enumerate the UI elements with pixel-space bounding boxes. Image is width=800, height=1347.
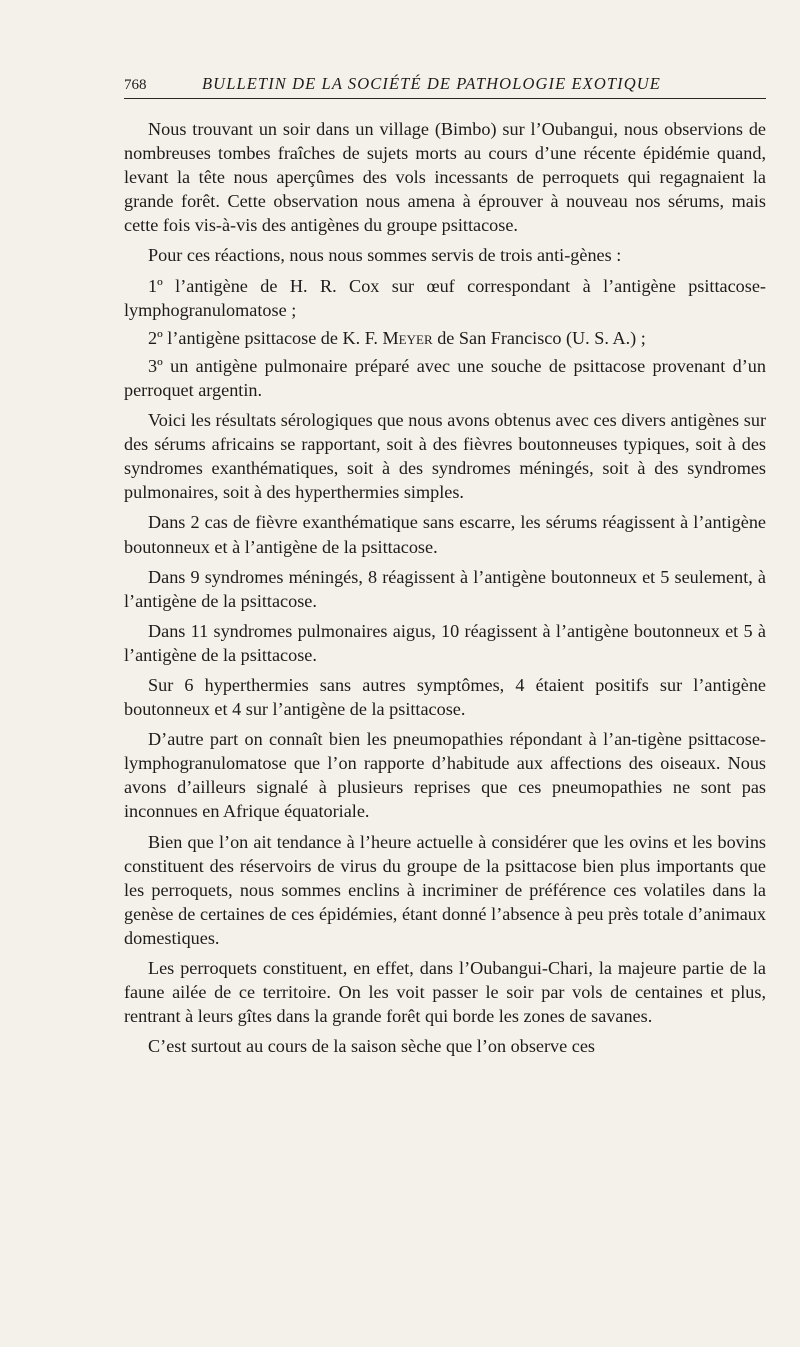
paragraph-meningeal-syndromes: Dans 9 syndromes méningés, 8 réagissent à l’antigène boutonneux et 5 seulement, à l’antigène de la psittacose. <box>124 566 766 611</box>
running-title: BULLETIN DE LA SOCIÉTÉ DE PATHOLOGIE EXOTIQUE <box>202 74 661 93</box>
list-item-pulmonary-antigen: 3º un antigène pulmonaire préparé avec une souche de psittacose provenant d’un perroquet argentin. <box>124 355 766 400</box>
paragraph-serological-results: Voici les résultats sérologiques que nous avons obtenus avec ces divers antigènes sur des sérums africains se rapportant, soit à des fièvres boutonneuses typiques, soit à des syndromes exanthématiques, soit à des syndromes méningés, soit à des syndromes pulmonaires, soit à des hyperthermies simples. <box>124 410 766 503</box>
page-header <box>124 74 766 99</box>
meyer-antigen-text-after: de San Francisco (U. S. A.) ; <box>432 327 646 348</box>
meyer-antigen-text-before: 2º l’antigène psittacose de K. F. <box>148 327 383 348</box>
page-number: 768 <box>124 77 147 93</box>
paragraph-pulmonary-syndromes: Dans 11 syndromes pulmonaires aigus, 10 réagissent à l’antigène boutonneux et 5 à l’antigène de la psittacose. <box>124 620 766 665</box>
list-item-meyer-antigen <box>124 326 766 350</box>
paragraph-parrots-fauna: Les perroquets constituent, en effet, dans l’Oubangui-Chari, la majeure partie de la faune ailée de ce territoire. On les voit passer le soir par vols de centaines et plus, rentrant à leurs gîtes dans la grande forêt qui borde les zones de savanes. <box>124 958 766 1027</box>
paragraph-antigens-intro: Pour ces réactions, nous nous sommes servis de trois anti-gènes : <box>148 245 622 266</box>
paragraph-exanthematic-cases: Dans 2 cas de fièvre exanthématique sans escarre, les sérums réagissent à l’antigène boutonneux et à l’antigène de la psittacose. <box>124 512 766 557</box>
list-item-cox-antigen: 1º l’antigène de H. R. Cox sur œuf correspondant à l’antigène psittacose-lymphogranulomatose ; <box>124 275 766 320</box>
author-name-meyer: Meyer <box>382 327 433 348</box>
paragraph-bimbo-observation: Nous trouvant un soir dans un village (Bimbo) sur l’Oubangui, nous observions de nombreuses tombes fraîches de sujets morts au cours d’une récente épidémie quand, levant la tête nous aperçûmes des vols incessants de perroquets qui regagnaient la grande forêt. Cette observation nous amena à éprouver à nouveau nos sérums, mais cette fois vis-à-vis des antigènes du groupe psittacose. <box>124 119 766 236</box>
paragraph-pneumopathies: D’autre part on connaît bien les pneumopathies répondant à l’an-tigène psittacose-lymphogranulomatose que l’on rapporte d’habitude aux affections des oiseaux. Nous avons d’ailleurs signalé à plusieurs reprises que ces pneumopathies ne sont pas inconnues en Afrique équatoriale. <box>124 729 766 822</box>
paragraph-reservoirs: Bien que l’on ait tendance à l’heure actuelle à considérer que les ovins et les bovins constituent des réservoirs de virus du groupe de la psittacose bien plus importants que les perroquets, nous sommes enclins à incriminer de préférence ces volatiles dans la genèse de certaines de ces épidémies, étant donné l’absence à peu près totale d’animaux domestiques. <box>124 831 766 948</box>
body-text <box>124 117 766 1064</box>
paragraph-hyperthermias: Sur 6 hyperthermies sans autres symptômes, 4 étaient positifs sur l’antigène boutonneux et 4 sur l’antigène de la psittacose. <box>124 674 766 720</box>
paragraph-dry-season: C’est surtout au cours de la saison sèche que l’on observe ces <box>148 1036 595 1057</box>
